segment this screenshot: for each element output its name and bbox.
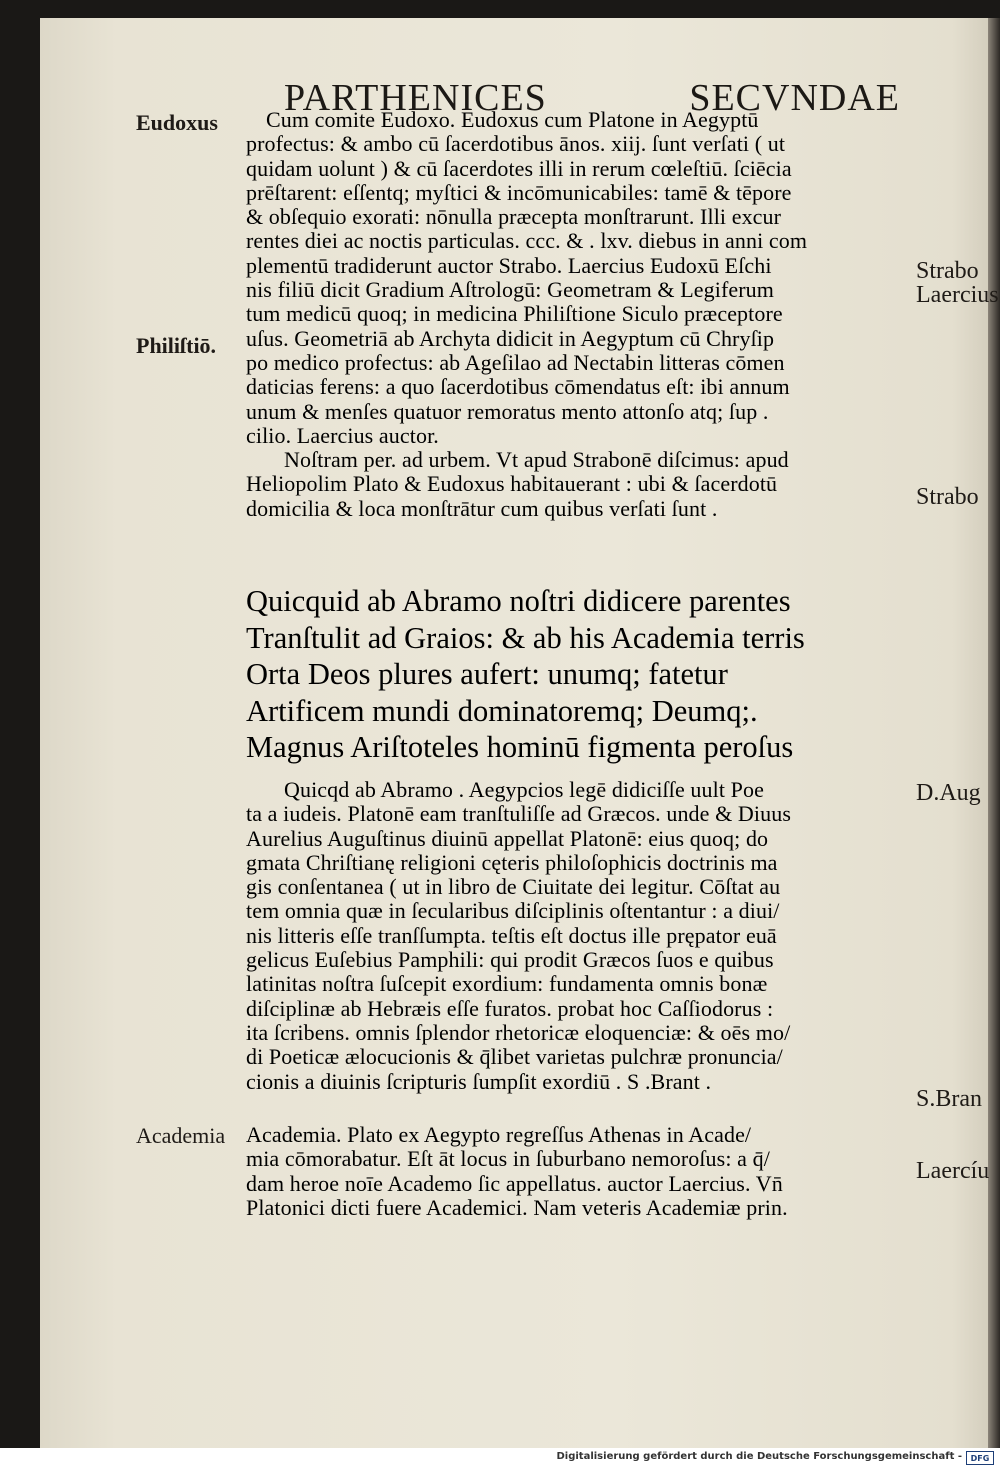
- text-line: profectus: & ambo cū ſacerdotibus ānos. xiij. ſunt verſati ( ut: [246, 131, 786, 157]
- text-line: Aurelius Auguſtinus diuinū appellat Platonē: eius quoq; do: [246, 825, 769, 851]
- text-line: di Poeticæ ælocucionis & q̄libet varietas pulchræ pronuncia/: [246, 1044, 783, 1070]
- text-line: & obſequio exorati: nōnulla præcepta monſtrarunt. Illi excur: [246, 204, 782, 230]
- verse-line: Artificem mundi dominatoremq; Deumq;.: [246, 693, 758, 728]
- text-line: gelicus Euſebius Pamphili: qui prodit Græcos ſuos e quibus: [246, 947, 774, 973]
- margin-note-brant: S.Bran: [916, 1086, 982, 1112]
- margin-note-laercius-1: Laercius: [916, 282, 999, 308]
- commentary-quicquid: [246, 778, 906, 1094]
- text-line: Quicqd ab Abramo . Aegypcios legē didiciſſe uult Poe: [284, 777, 764, 802]
- text-line: mia cōmorabatur. Eſt āt locus in ſuburbano nemoroſus: a q̄/: [246, 1146, 770, 1172]
- text-line: unum & menſes quatuor remoratus mento attonſo atq; ſup .: [246, 398, 769, 424]
- text-line: cilio. Laercius auctor.: [246, 422, 439, 448]
- margin-note-eudoxus: Eudoxus: [136, 110, 218, 135]
- text-line: tem omnia quæ in ſecularibus diſciplinis oſtentantur : a diui/: [246, 898, 780, 924]
- header-right: SECVNDAE: [689, 77, 900, 119]
- text-line: quidam uolunt ) & cū ſacerdotes illi in rerum cœleſtiū. ſciēcia: [246, 155, 792, 181]
- footer-bar: [0, 1448, 1000, 1470]
- text-line: nis filiū dicit Gradium Aſtrologū: Geometram & Legiferum: [246, 277, 774, 303]
- text-line: gis conſentanea ( ut in libro de Ciuitate dei legitur. Cōſtat au: [246, 874, 781, 900]
- footer-credit: Digitalisierung gefördert durch die Deutsche Forschungsgemeinschaft -: [556, 1451, 962, 1462]
- commentary-academia: [246, 1123, 906, 1220]
- text-line: Cum comite Eudoxo. Eudoxus cum Platone in Aegyptū: [266, 107, 759, 132]
- margin-note-laercius-2: Laercíu: [916, 1158, 990, 1184]
- text-line: ta a iudeis. Platonē eam tranſtuliſſe ad Græcos. unde & Diuus: [246, 801, 791, 827]
- text-line: gmata Chriſtianę religioni cęteris philoſophicis doctrinis ma: [246, 849, 778, 875]
- text-line: Platonici dicti fuere Academici. Nam veteris Academiæ prin.: [246, 1194, 788, 1220]
- text-line: po medico profectus: ab Ageſilao ad Nectabin litteras cōmen: [246, 349, 785, 375]
- text-line: tum medicū quoq; in medicina Philiſtione Siculo præceptore: [246, 301, 783, 327]
- header-left: PARTHENICES: [284, 77, 547, 119]
- margin-note-strabo-1: Strabo: [916, 258, 979, 284]
- verse-line: Quicquid ab Abramo noſtri didicere parentes: [246, 584, 791, 618]
- margin-note-augustinus: D.Aug: [916, 780, 981, 806]
- page-gutter-shadow: [988, 18, 1000, 1448]
- text-line: Academia. Plato ex Aegypto regreſſus Athenas in Acade/: [246, 1122, 752, 1147]
- text-line: ita ſcribens. omnis ſplendor rhetoricæ eloquenciæ: & oēs mo/: [246, 1019, 791, 1045]
- text-line: plementū tradiderunt auctor Strabo. Laercius Eudoxū Eſchi: [246, 252, 772, 278]
- text-line: diſciplinæ ab Hebræis eſſe furatos. probat hoc Caſſiodorus :: [246, 995, 774, 1021]
- text-line: cionis a diuinis ſcripturis ſumpſit exordiū . S .Brant .: [246, 1068, 712, 1094]
- margin-note-academia: Academia: [136, 1123, 226, 1148]
- verse-line: Magnus Ariſtoteles hominū figmenta peroſus: [246, 730, 794, 765]
- verse-line: Tranſtulit ad Graios: & ab his Academia terris: [246, 620, 805, 655]
- verse-line: Orta Deos plures aufert: unumq; fatetur: [246, 657, 728, 692]
- text-line: latinitas noſtra ſuſcepit exordium: fundamenta omnis bonæ: [246, 971, 768, 997]
- text-line: daticias ferens: a quo ſacerdotibus cōmendatus eſt: ibi annum: [246, 374, 790, 400]
- text-line: domicilia & loca monſtrātur cum quibus verſati ſunt .: [246, 495, 718, 521]
- text-line: Noſtram per. ad urbem. Vt apud Strabonē diſcimus: apud: [284, 447, 789, 473]
- text-line: prēſtarent: eſſentq; myſtici & incōmunicabiles: tamē & tēpore: [246, 179, 792, 205]
- text-line: uſus. Geometriā ab Archyta didicit in Aegyptum cū Chryſip: [246, 325, 775, 351]
- commentary-eudoxus: [246, 108, 906, 521]
- book-page: [40, 18, 1000, 1448]
- margin-note-strabo-2: Strabo: [916, 484, 979, 510]
- dfg-logo: DFG: [966, 1451, 994, 1465]
- text-line: nis litteris eſſe tranſſumpta. teſtis eſt doctus ille prępator euā: [246, 922, 777, 948]
- text-line: Heliopolim Plato & Eudoxus habitauerant : ubi & ſacerdotū: [246, 471, 778, 497]
- text-line: dam heroe noīe Academo ſic appellatus. auctor Laercius. Vn̄: [246, 1170, 783, 1196]
- text-line: rentes diei ac noctis particulas. ccc. & . lxv. diebus in anni com: [246, 228, 808, 254]
- margin-note-philistio: Philiſtiō.: [136, 333, 217, 358]
- verse-block: [246, 583, 946, 766]
